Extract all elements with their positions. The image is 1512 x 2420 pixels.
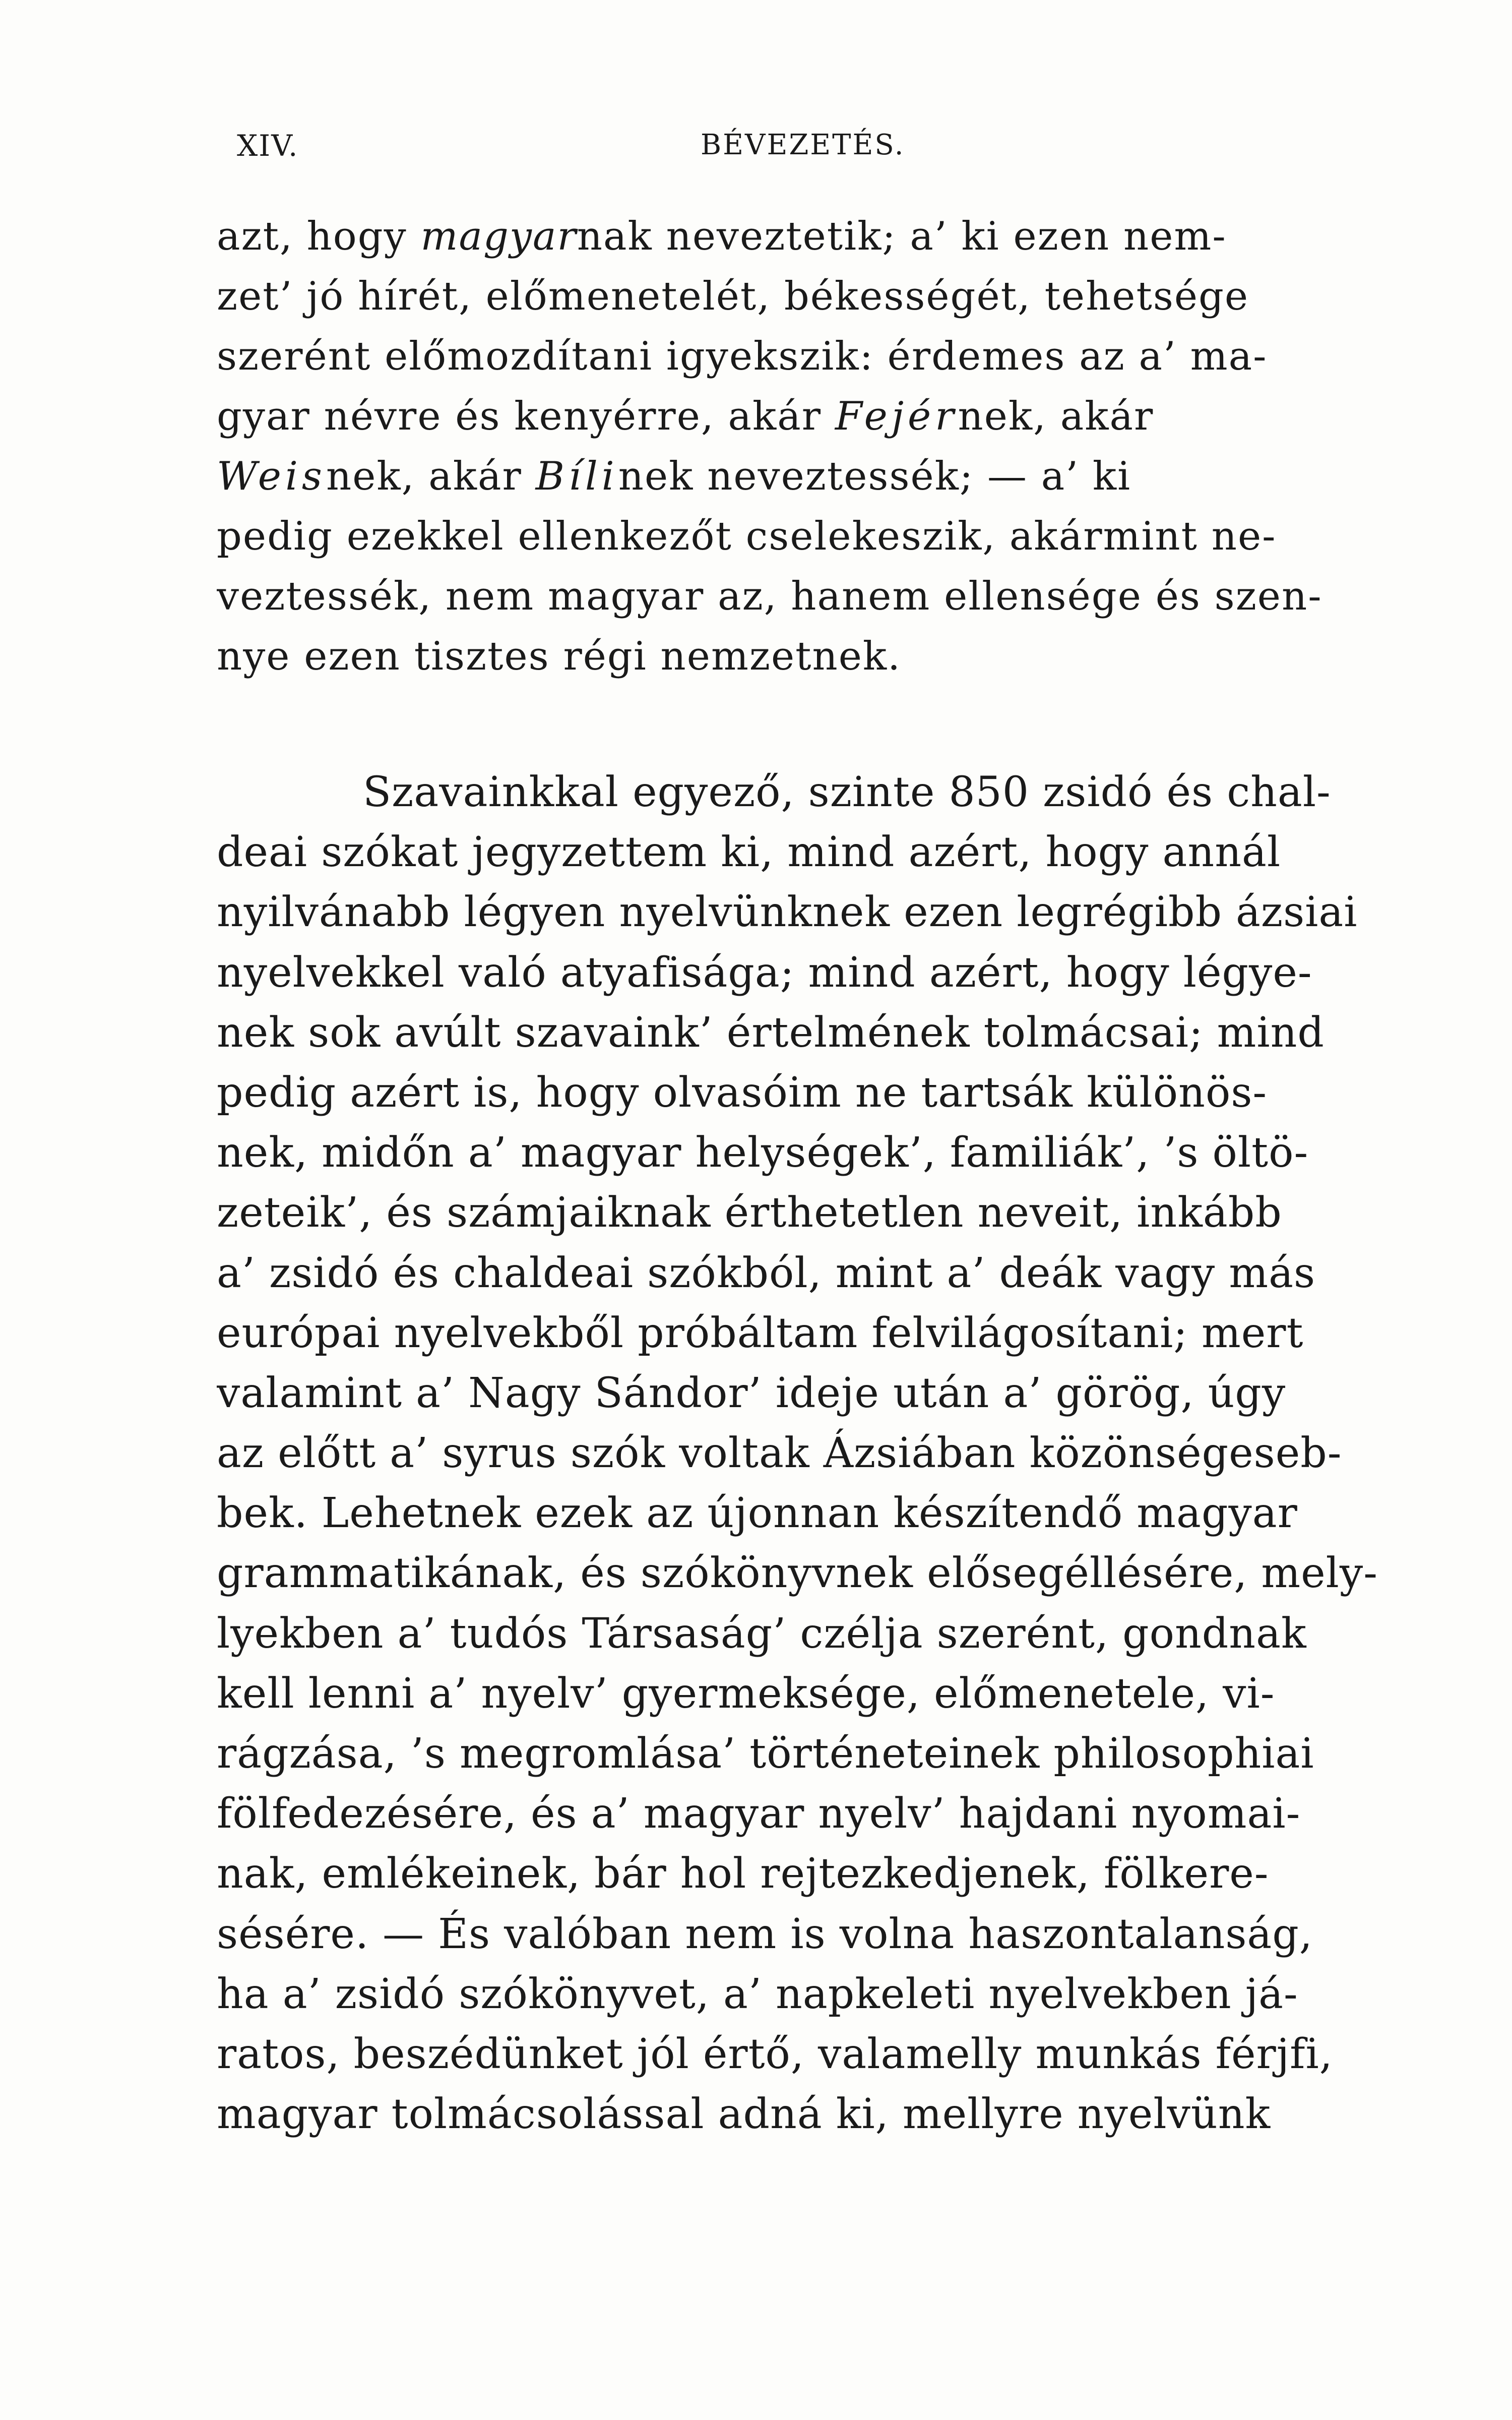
text-line: kell lenni a’ nyelv’ gyermeksége, előmenetele, vi- (217, 1669, 1275, 1718)
text-line: magyar tolmácsolással adná ki, mellyre nyelvünk (217, 2090, 1271, 2139)
paragraph-2 (217, 762, 1396, 2144)
body-text (217, 207, 1396, 2144)
text-line: az előtt a’ syrus szók voltak Ázsiában közönségeseb- (217, 1429, 1342, 1478)
text-line: fölfedezésére, és a’ magyar nyelv’ hajdani nyomai- (217, 1790, 1301, 1838)
emphasis: Weis (217, 454, 326, 499)
text-line: zeteik’, és számjaiknak érthetetlen neveit, inkább (217, 1189, 1282, 1237)
text-line: nek, midőn a’ magyar helységek’, familiák’, ’s öltö- (217, 1129, 1309, 1177)
text-line: pedig ezekkel ellenkezőt cselekeszik, akármint ne- (217, 514, 1277, 559)
text-line: bek. Lehetnek ezek az újonnan készítendő magyar (217, 1489, 1298, 1538)
emphasis: Fejér (835, 394, 958, 439)
text-line: sésére. — És valóban nem is volna haszontalanság, (217, 1910, 1313, 1958)
text-line: a’ zsidó és chaldeai szókból, mint a’ deák vagy más (217, 1249, 1316, 1297)
page-number: XIV. (237, 129, 299, 163)
text-line: nyilvánabb légyen nyelvünknek ezen legrégibb ázsiai (217, 888, 1358, 937)
text-line: grammatikának, és szókönyvnek elősegéllésére, mely- (217, 1549, 1378, 1598)
section-title: BÉVEZETÉS. (701, 129, 905, 161)
text-line: lyekben a’ tudós Társaság’ czélja szerént, gondnak (217, 1609, 1307, 1658)
text-line: szerént előmozdítani igyekszik: érdemes az a’ ma- (217, 334, 1268, 379)
text-line: veztessék, nem magyar az, hanem ellensége és szen- (217, 574, 1322, 619)
running-head (237, 129, 1376, 174)
emphasis: Bíli (535, 454, 618, 499)
text-line: rágzása, ’s megromlása’ történeteinek philosophiai (217, 1730, 1314, 1778)
text-line: Szavainkkal egyező, szinte 850 zsidó és chal- (363, 768, 1331, 816)
text-line: ha a’ zsidó szókönyvet, a’ napkeleti nyelvekben já- (217, 1970, 1298, 2018)
paragraph-1 (217, 207, 1396, 687)
text-line: zet’ jó hírét, előmenetelét, békességét, tehetsége (217, 274, 1249, 319)
text-line: nek sok avúlt szavaink’ értelmének tolmácsai; mind (217, 1008, 1325, 1057)
emphasis: magyar (420, 214, 577, 259)
text-line: pedig azért is, hogy olvasóim ne tartsák különös- (217, 1068, 1268, 1117)
text-line: valamint a’ Nagy Sándor’ ideje után a’ görög, úgy (217, 1369, 1286, 1417)
text-line: deai szókat jegyzettem ki, mind azért, hogy annál (217, 828, 1281, 877)
text-line: gyar névre és kenyérre, akár Fejérnek, akár (217, 394, 1154, 439)
text-line: európai nyelvekből próbáltam felvilágosítani; mert (217, 1309, 1304, 1357)
text-line: nye ezen tisztes régi nemzetnek. (217, 634, 901, 679)
text-line: nak, emlékeinek, bár hol rejtezkedjenek, fölkere- (217, 1850, 1269, 1898)
text-line: azt, hogy magyarnak neveztetik; a’ ki ezen nem- (217, 214, 1227, 259)
text-line: Weisnek, akár Bílinek neveztessék; — a’ ki (217, 454, 1131, 499)
text-line: nyelvekkel való atyafisága; mind azért, hogy légye- (217, 948, 1312, 997)
text-line: ratos, beszédünket jól értő, valamelly munkás férjfi, (217, 2030, 1333, 2078)
